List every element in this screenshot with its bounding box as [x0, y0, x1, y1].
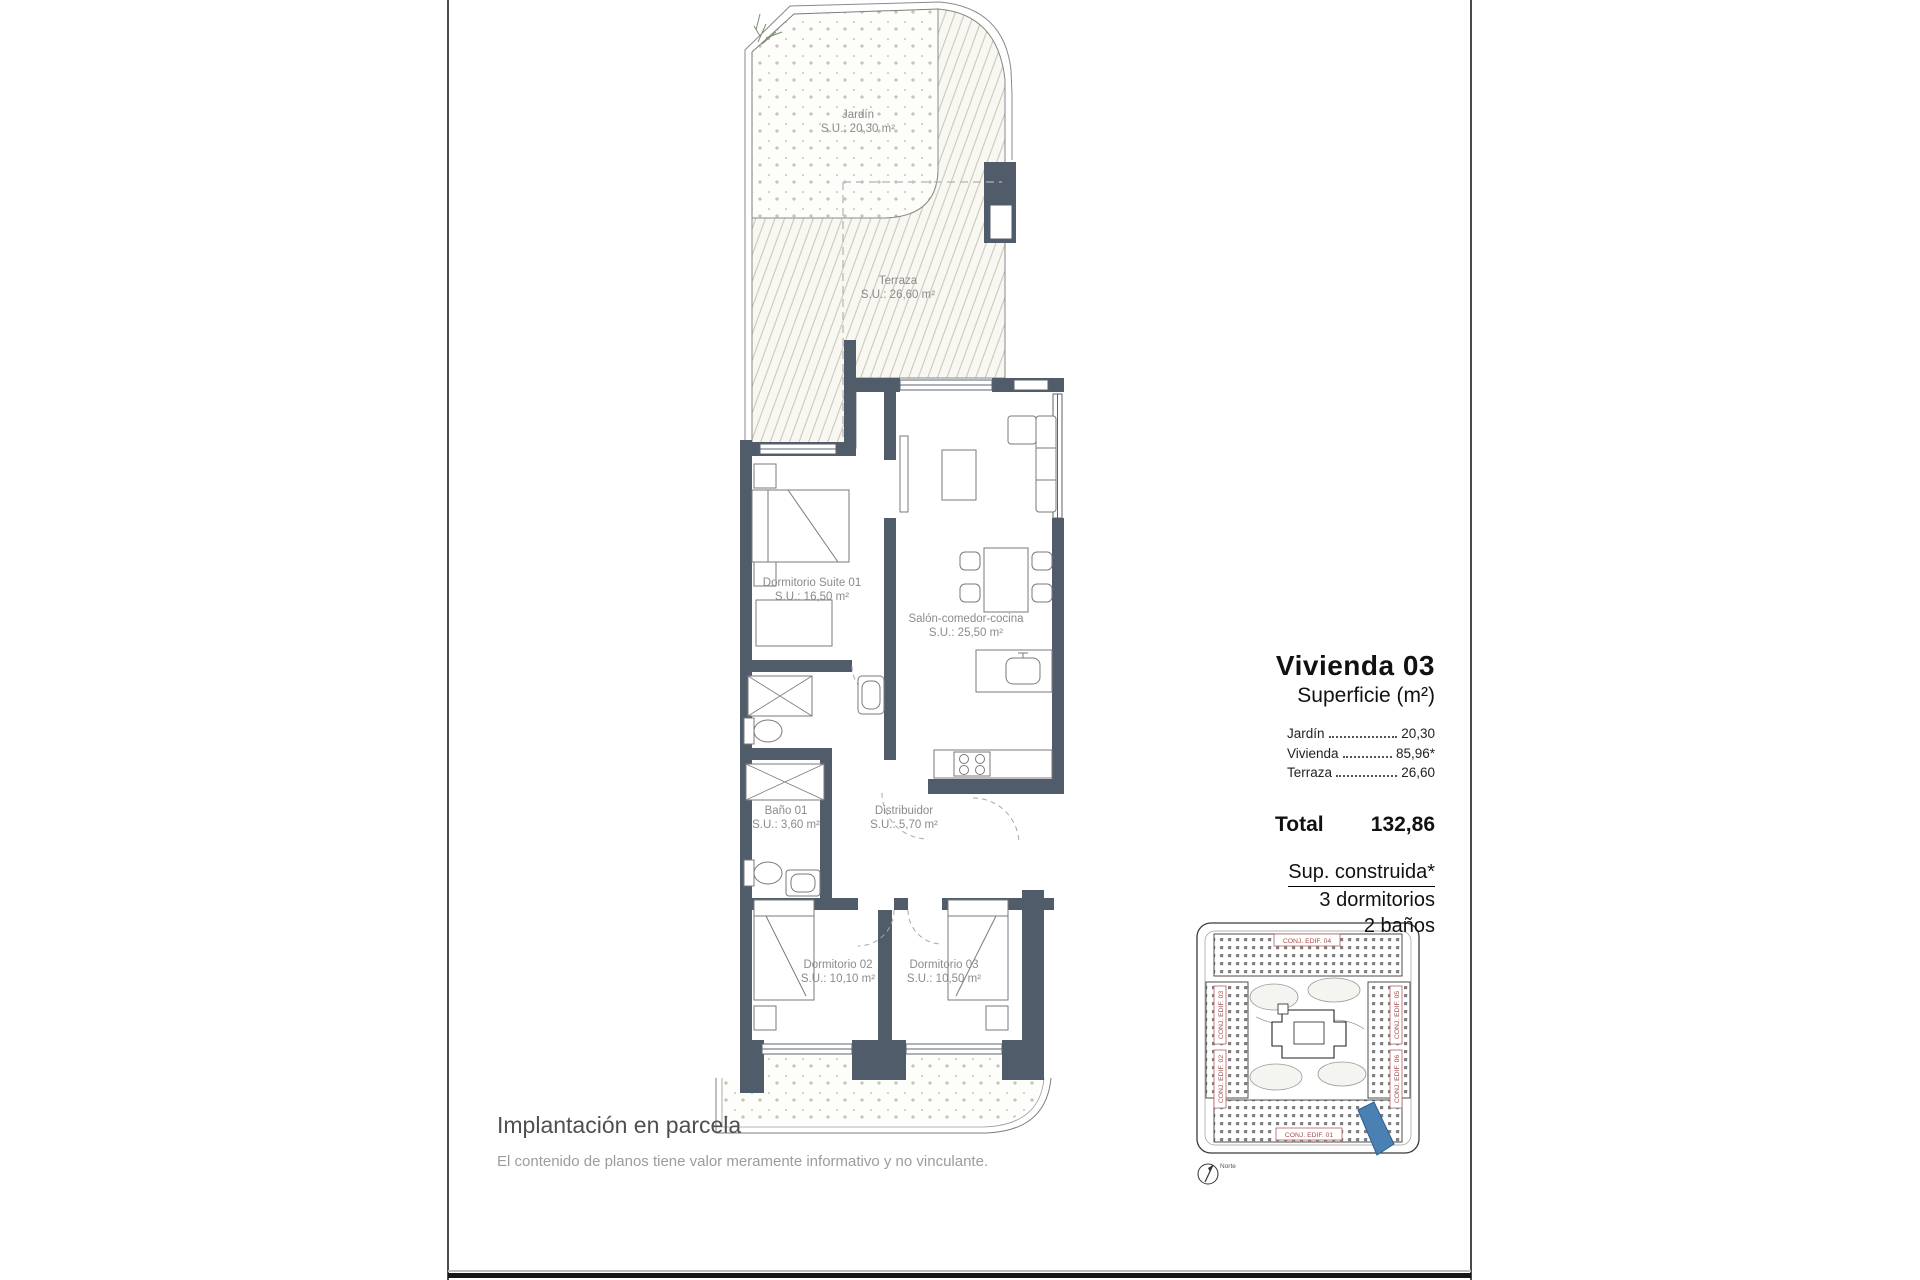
label-dorm3-area: S.U.: 10,50 m²	[906, 973, 982, 985]
dotted-leader	[1329, 735, 1398, 738]
row-label: Vivienda	[1287, 745, 1339, 761]
site-label-left-lower: CONJ. EDIF. 02	[1218, 1054, 1225, 1104]
label-dorm2: Dormitorio 02	[803, 959, 873, 971]
row-label: Terraza	[1287, 765, 1333, 781]
note-sup-construida: Sup. construida*	[1150, 859, 1435, 887]
label-suite: Dormitorio Suite 01	[762, 577, 862, 589]
caption-block	[497, 1112, 988, 1170]
caption-disclaimer: El contenido de planos tiene valor meramente informativo y no vinculante.	[497, 1153, 989, 1170]
label-bano1-area: S.U.: 3,60 m²	[752, 819, 820, 831]
total-label: Total	[1275, 812, 1324, 836]
furniture-suite	[752, 464, 849, 646]
site-plan	[1197, 923, 1419, 1184]
label-salon: Salón-comedor-cocina	[908, 613, 1024, 625]
row-label: Jardín	[1287, 726, 1325, 741]
site-label-right-upper: CONJ. EDIF. 05	[1394, 990, 1401, 1040]
label-distribuidor: Distribuidor	[874, 805, 934, 817]
surface-rows	[1287, 724, 1435, 783]
site-label-top: CONJ. EDIF. 04	[1282, 938, 1332, 945]
row-value: 26,60	[1401, 765, 1435, 781]
dotted-leader	[1343, 755, 1392, 758]
furniture-bath-suite	[744, 676, 884, 744]
label-suite-area: S.U.: 16,50 m²	[774, 591, 850, 603]
label-distribuidor-area: S.U.: 5,70 m²	[870, 819, 938, 831]
surface-row-vivienda	[1287, 744, 1435, 764]
info-notes	[1150, 859, 1435, 940]
furniture-salon	[900, 416, 1056, 778]
north-label: Norte	[1220, 1163, 1236, 1170]
total-row	[1275, 813, 1435, 837]
label-terraza: Terraza	[878, 275, 918, 287]
note-dormitorios: 3 dormitorios	[1319, 889, 1435, 912]
label-dorm2-area: S.U.: 10,10 m²	[800, 973, 876, 985]
info-panel	[1150, 650, 1435, 940]
row-value: 20,30	[1401, 726, 1435, 741]
total-value: 132,86	[1370, 812, 1435, 836]
label-salon-area: S.U.: 25,50 m²	[928, 627, 1004, 639]
label-jardin: Jardín	[842, 109, 874, 121]
site-label-left-upper: CONJ. EDIF. 03	[1218, 990, 1225, 1040]
label-terraza-area: S.U.: 26,60 m²	[860, 289, 936, 301]
label-dorm3: Dormitorio 03	[909, 959, 979, 971]
label-jardin-area: S.U.: 20,30 m²	[820, 123, 896, 135]
site-label-right-lower: CONJ. EDIF. 06	[1394, 1054, 1401, 1104]
dotted-leader	[1336, 774, 1397, 777]
row-value: 85,96*	[1395, 745, 1435, 761]
north-arrow-icon	[1198, 1163, 1236, 1184]
caption-title: Implantación en parcela	[497, 1112, 742, 1138]
surface-row-jardin	[1287, 724, 1435, 744]
unit-title: Vivienda 03	[1275, 650, 1435, 681]
surface-row-terraza	[1287, 763, 1435, 783]
note-banos: 2 baños	[1363, 915, 1435, 938]
label-bano1: Baño 01	[764, 805, 808, 817]
surface-subtitle: Superficie (m²)	[1297, 684, 1435, 707]
site-label-bottom: CONJ. EDIF. 01	[1284, 1132, 1334, 1139]
